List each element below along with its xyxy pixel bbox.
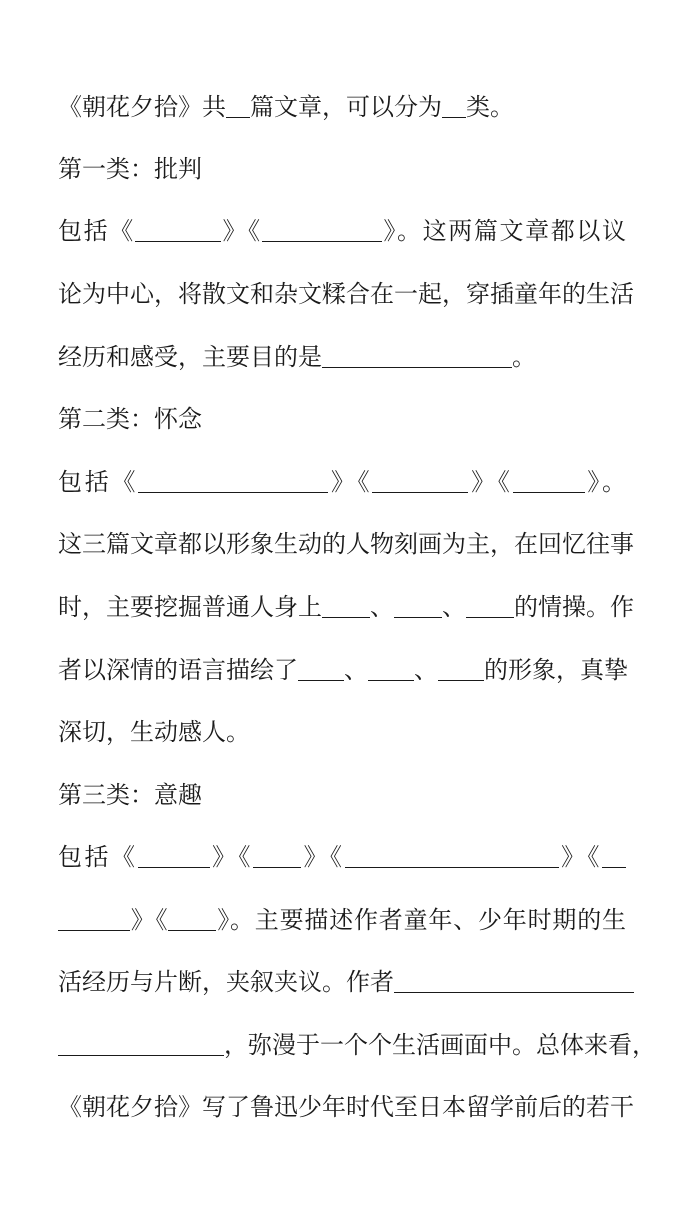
text-line-5 bbox=[58, 341, 626, 373]
text-segment: 》《 bbox=[328, 468, 373, 496]
text-segment: 包括《 bbox=[58, 843, 138, 871]
text-line-15 bbox=[58, 966, 626, 998]
text-segment: 的情操。作 bbox=[514, 593, 634, 621]
fill-blank[interactable] bbox=[226, 92, 250, 118]
fill-blank[interactable] bbox=[322, 342, 512, 368]
fill-blank[interactable] bbox=[253, 842, 301, 868]
text-line-3 bbox=[58, 215, 626, 247]
text-segment: ，弥漫于一个个生活画面中。总体来看， bbox=[224, 1031, 656, 1059]
text-segment: 深切，生动感人。 bbox=[58, 718, 250, 746]
text-segment: 》《 bbox=[558, 843, 602, 871]
fill-blank[interactable] bbox=[322, 592, 370, 618]
fill-blank[interactable] bbox=[372, 467, 468, 493]
text-line-13 bbox=[58, 841, 626, 873]
fill-blank[interactable] bbox=[58, 1030, 224, 1056]
text-segment: 包括《 bbox=[58, 468, 139, 496]
text-line-8 bbox=[58, 528, 634, 560]
text-segment: 、 bbox=[370, 593, 394, 621]
text-line-1 bbox=[58, 91, 626, 123]
text-segment: 《朝花夕拾》写了鲁迅少年时代至日本留学前后的若干 bbox=[58, 1093, 634, 1121]
fill-blank[interactable] bbox=[442, 92, 466, 118]
text-segment: 》。主要描述作者童年、少年时期的生 bbox=[216, 906, 627, 934]
section-heading-remembrance bbox=[58, 403, 626, 435]
text-segment: 活经历与片断，夹叙夹议。作者 bbox=[58, 968, 394, 996]
text-segment: 、 bbox=[442, 593, 466, 621]
fill-blank[interactable] bbox=[298, 655, 344, 681]
fill-blank[interactable] bbox=[58, 905, 130, 931]
fill-blank[interactable] bbox=[602, 842, 626, 868]
fill-blank[interactable] bbox=[394, 592, 442, 618]
fill-blank[interactable] bbox=[138, 842, 210, 868]
text-segment: 》《 bbox=[301, 843, 345, 871]
fill-blank[interactable] bbox=[345, 842, 559, 868]
fill-blank[interactable] bbox=[513, 467, 585, 493]
text-segment: 》《 bbox=[130, 906, 169, 934]
fill-blank[interactable] bbox=[138, 467, 328, 493]
text-segment: 包括《 bbox=[58, 217, 135, 245]
fill-blank[interactable] bbox=[135, 216, 221, 242]
text-segment: 、 bbox=[344, 656, 368, 684]
text-segment: 类。 bbox=[466, 93, 514, 121]
text-segment: 论为中心，将散文和杂文糅合在一起，穿插童年的生活 bbox=[58, 280, 634, 308]
text-segment: 这三篇文章都以形象生动的人物刻画为主，在回忆往事 bbox=[58, 530, 634, 558]
text-segment: 。 bbox=[512, 343, 536, 371]
fill-blank[interactable] bbox=[438, 655, 484, 681]
text-segment: 第一类：批判 bbox=[58, 155, 202, 183]
text-segment: 》。这两篇文章都以议 bbox=[381, 217, 626, 245]
fill-blank[interactable] bbox=[466, 592, 514, 618]
text-segment: 篇文章，可以分为 bbox=[250, 93, 442, 121]
text-segment: 者以深情的语言描绘了 bbox=[58, 656, 298, 684]
text-line-4 bbox=[58, 278, 634, 310]
text-line-10 bbox=[58, 654, 626, 686]
text-segment: 第三类：意趣 bbox=[58, 781, 202, 809]
fill-blank[interactable] bbox=[394, 967, 634, 993]
text-line-7 bbox=[58, 466, 626, 498]
section-heading-interest bbox=[58, 779, 626, 811]
text-line-11 bbox=[58, 716, 626, 748]
text-segment: 》《 bbox=[209, 843, 253, 871]
fill-blank[interactable] bbox=[368, 655, 414, 681]
text-segment: 经历和感受，主要目的是 bbox=[58, 343, 322, 371]
text-segment: 》《 bbox=[468, 468, 513, 496]
text-segment: 第二类：怀念 bbox=[58, 405, 202, 433]
text-segment: 的形象，真挚 bbox=[484, 656, 628, 684]
text-segment: 《朝花夕拾》共 bbox=[58, 93, 226, 121]
text-line-9 bbox=[58, 591, 634, 623]
text-line-14 bbox=[58, 904, 626, 936]
fill-blank[interactable] bbox=[262, 216, 382, 242]
text-line-16 bbox=[58, 1029, 656, 1061]
text-line-17 bbox=[58, 1091, 634, 1123]
section-heading-critique bbox=[58, 153, 626, 185]
text-segment: 时，主要挖掘普通人身上 bbox=[58, 593, 322, 621]
text-segment: 、 bbox=[414, 656, 438, 684]
text-segment: 》。 bbox=[584, 468, 627, 496]
fill-blank[interactable] bbox=[168, 905, 216, 931]
text-segment: 》《 bbox=[220, 217, 262, 245]
